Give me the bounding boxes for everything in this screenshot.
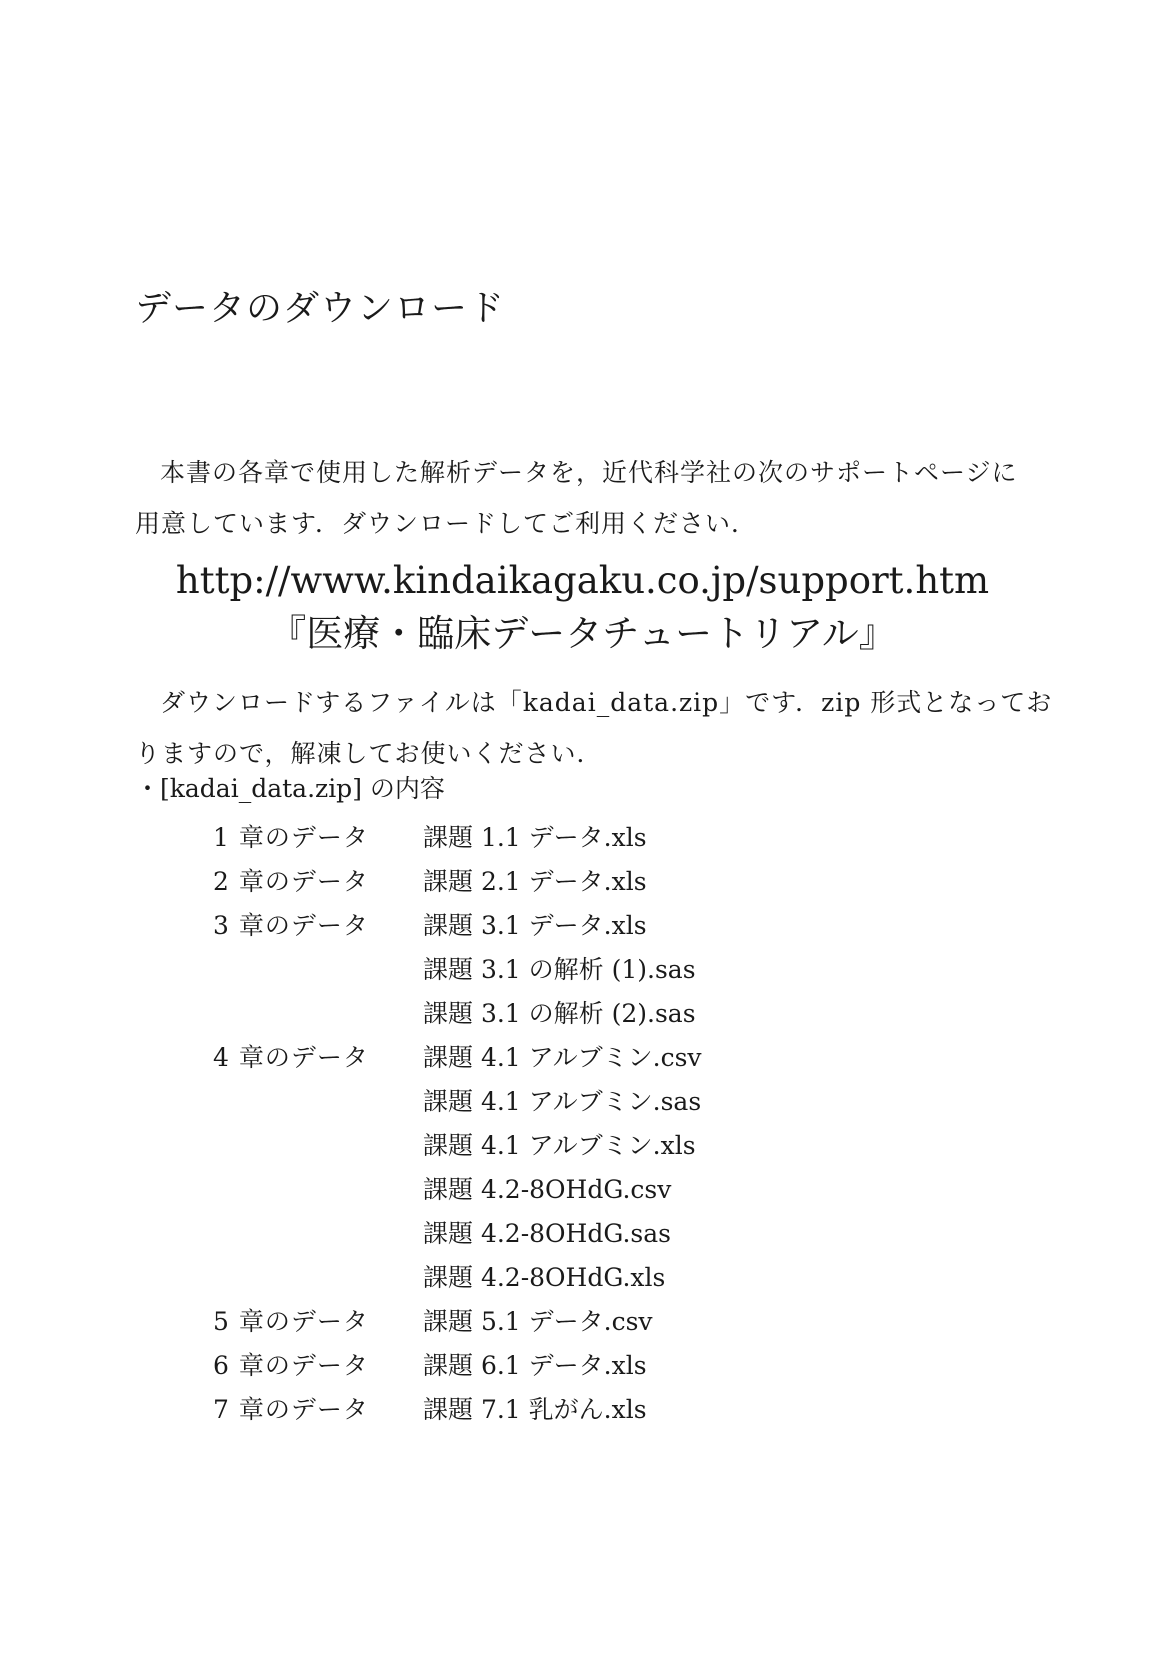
file-name[interactable]: 課題 4.2-8OHdG.sas bbox=[423, 1219, 671, 1248]
file-name[interactable]: 課題 6.1 データ.xls bbox=[423, 1351, 647, 1380]
intro-line-2: 用意しています．ダウンロードしてご利用ください． bbox=[135, 509, 758, 538]
file-list bbox=[213, 814, 702, 1430]
file-name[interactable]: 課題 4.2-8OHdG.csv bbox=[423, 1175, 672, 1204]
download-note-line-1: ダウンロードするファイルは「kadai_data.zip」です．zip 形式となってお bbox=[160, 688, 1053, 717]
chapter-label: 4 章のデータ bbox=[213, 1043, 369, 1072]
chapter-label: 7 章のデータ bbox=[213, 1395, 369, 1424]
file-row bbox=[213, 1386, 702, 1430]
chapter-label: 5 章のデータ bbox=[213, 1307, 369, 1336]
file-row bbox=[213, 1122, 702, 1166]
page-title: データのダウンロード bbox=[135, 288, 506, 329]
file-name[interactable]: 課題 3.1 の解析 (2).sas bbox=[423, 999, 696, 1028]
file-row bbox=[213, 946, 702, 990]
file-name[interactable]: 課題 4.2-8OHdG.xls bbox=[423, 1263, 666, 1292]
download-note-line-2: りますので，解凍してお使いください． bbox=[135, 739, 603, 768]
file-row bbox=[213, 902, 702, 946]
file-row bbox=[213, 1254, 702, 1298]
file-name[interactable]: 課題 3.1 の解析 (1).sas bbox=[423, 955, 696, 984]
chapter-label: 6 章のデータ bbox=[213, 1351, 369, 1380]
book-title: 『医療・臨床データチュートリアル』 bbox=[269, 612, 896, 655]
file-name[interactable]: 課題 7.1 乳がん.xls bbox=[423, 1395, 647, 1424]
file-row bbox=[213, 814, 702, 858]
file-row bbox=[213, 858, 702, 902]
file-row bbox=[213, 1034, 702, 1078]
file-name[interactable]: 課題 4.1 アルブミン.xls bbox=[423, 1131, 696, 1160]
support-link-block bbox=[0, 556, 1165, 662]
support-page-link[interactable]: http://www.kindaikagaku.co.jp/support.htm bbox=[175, 559, 990, 602]
file-row bbox=[213, 1210, 702, 1254]
zip-contents-heading: ・[kadai_data.zip] の内容 bbox=[135, 774, 445, 803]
file-name[interactable]: 課題 1.1 データ.xls bbox=[423, 823, 647, 852]
file-name[interactable]: 課題 4.1 アルブミン.csv bbox=[423, 1043, 702, 1072]
file-name[interactable]: 課題 5.1 データ.csv bbox=[423, 1307, 653, 1336]
intro-line-1: 本書の各章で使用した解析データを，近代科学社の次のサポートページに bbox=[160, 458, 1018, 487]
download-note-paragraph bbox=[135, 677, 1053, 779]
file-name[interactable]: 課題 2.1 データ.xls bbox=[423, 867, 647, 896]
file-row bbox=[213, 990, 702, 1034]
chapter-label: 3 章のデータ bbox=[213, 911, 369, 940]
file-name[interactable]: 課題 3.1 データ.xls bbox=[423, 911, 647, 940]
file-row bbox=[213, 1078, 702, 1122]
chapter-label: 1 章のデータ bbox=[213, 823, 369, 852]
chapter-label: 2 章のデータ bbox=[213, 867, 369, 896]
file-row bbox=[213, 1298, 702, 1342]
file-name[interactable]: 課題 4.1 アルブミン.sas bbox=[423, 1087, 702, 1116]
file-row bbox=[213, 1342, 702, 1386]
intro-paragraph bbox=[135, 447, 1035, 549]
file-row bbox=[213, 1166, 702, 1210]
